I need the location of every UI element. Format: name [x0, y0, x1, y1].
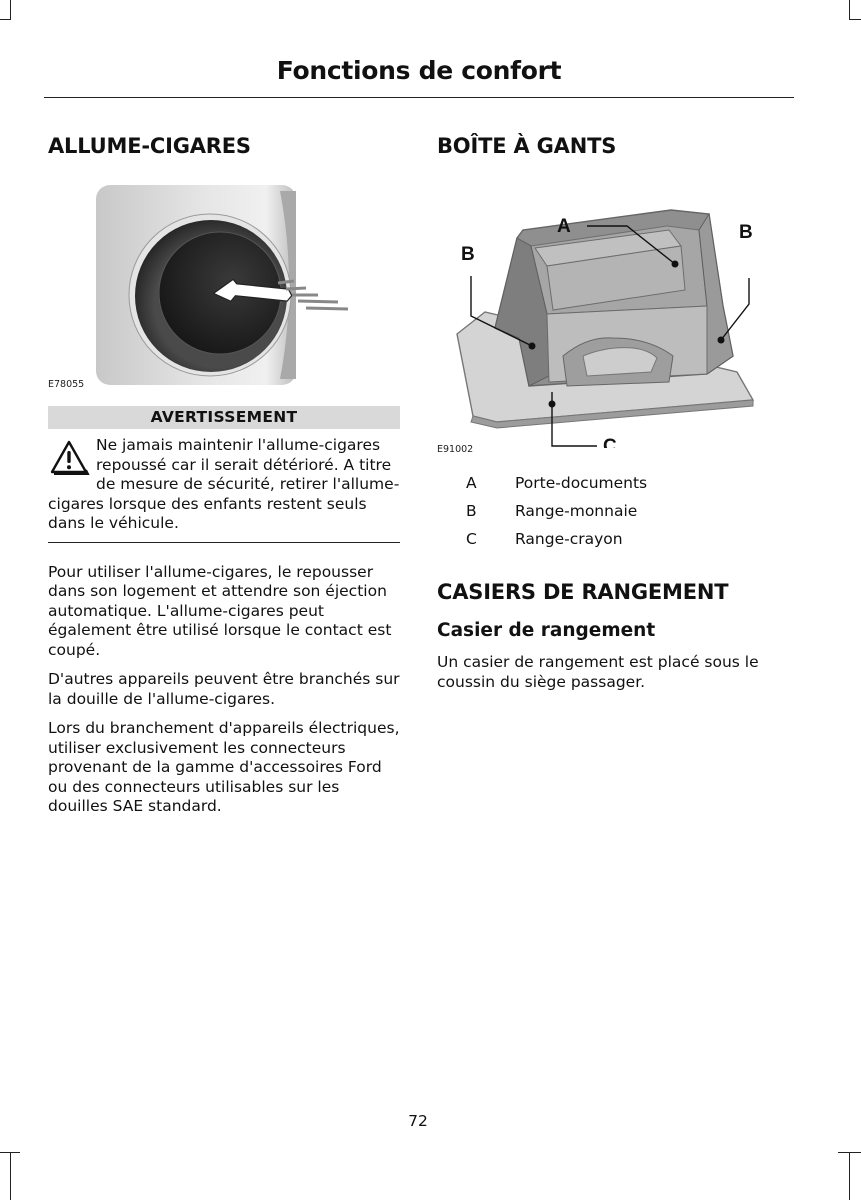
- section-title-glove-box: BOÎTE À GANTS: [437, 134, 617, 158]
- paragraph: Un casier de rangement est placé sous le coussin du siège passager.: [437, 653, 759, 691]
- legend-row: [437, 502, 797, 530]
- warning-triangle-icon: [48, 438, 90, 478]
- crop-mark: [849, 0, 850, 20]
- crop-mark: [0, 19, 11, 20]
- crop-mark: [849, 19, 861, 20]
- warning-body: [48, 429, 400, 534]
- paragraph: Lors du branchement d'appareils électriques, utiliser exclusivement les connecteurs provenant de la gamme d'accessoires Ford ou des connecteurs utilisables sur les douilles SAE standard.: [48, 719, 400, 815]
- page-header-title: Fonctions de confort: [276, 56, 562, 85]
- legend-row: [437, 530, 797, 558]
- crop-mark: [0, 1152, 20, 1153]
- crop-mark: [10, 0, 11, 20]
- callout-c: C: [603, 436, 617, 448]
- left-column: [48, 132, 400, 817]
- figure-code: E91002: [437, 444, 474, 455]
- section-title-storage: CASIERS DE RANGEMENT: [437, 580, 729, 604]
- legend-row: [437, 474, 797, 502]
- figure-code: E78055: [48, 379, 85, 390]
- paragraph: D'autres appareils peuvent être branchés sur la douille de l'allume-cigares.: [48, 670, 400, 708]
- glove-box-illustration: [437, 186, 797, 448]
- legend-key: B: [466, 502, 477, 520]
- legend-label: Range-crayon: [515, 530, 623, 548]
- legend-key: A: [466, 474, 477, 492]
- legend-label: Porte-documents: [515, 474, 648, 492]
- right-column: [437, 132, 797, 692]
- legend-label: Range-monnaie: [515, 502, 638, 520]
- crop-mark: [838, 1152, 861, 1153]
- callout-a: A: [557, 216, 571, 237]
- legend-list: [437, 474, 797, 558]
- cigar-lighter-illustration: [48, 185, 400, 385]
- glove-box-figure: [437, 186, 797, 448]
- warning-text: Ne jamais maintenir l'allume-cigares repoussé car il serait détérioré. A titre de mesure de sécurité, retirer l'allume-cigares lorsque des enfants restent seuls dans le véhicule.: [48, 436, 400, 532]
- header-rule: [44, 97, 794, 98]
- cigar-lighter-figure: [48, 185, 400, 385]
- paragraph: Pour utiliser l'allume-cigares, le repousser dans son logement et attendre son éjection automatique. L'allume-cigares peut également être utilisé lorsque le contact est coupé.: [48, 562, 392, 659]
- legend-key: C: [466, 530, 477, 548]
- subsection-title-storage-compartment: Casier de rangement: [437, 620, 656, 641]
- warning-rule: [48, 542, 400, 543]
- warning-box: [48, 406, 400, 543]
- crop-mark: [849, 1152, 850, 1200]
- page-number: 72: [408, 1112, 428, 1130]
- callout-b-left: B: [461, 244, 475, 265]
- callout-b-right: B: [739, 222, 753, 243]
- crop-mark: [10, 1152, 11, 1200]
- section-title-cigar-lighter: ALLUME-CIGARES: [48, 134, 251, 158]
- warning-title: AVERTISSEMENT: [48, 406, 400, 429]
